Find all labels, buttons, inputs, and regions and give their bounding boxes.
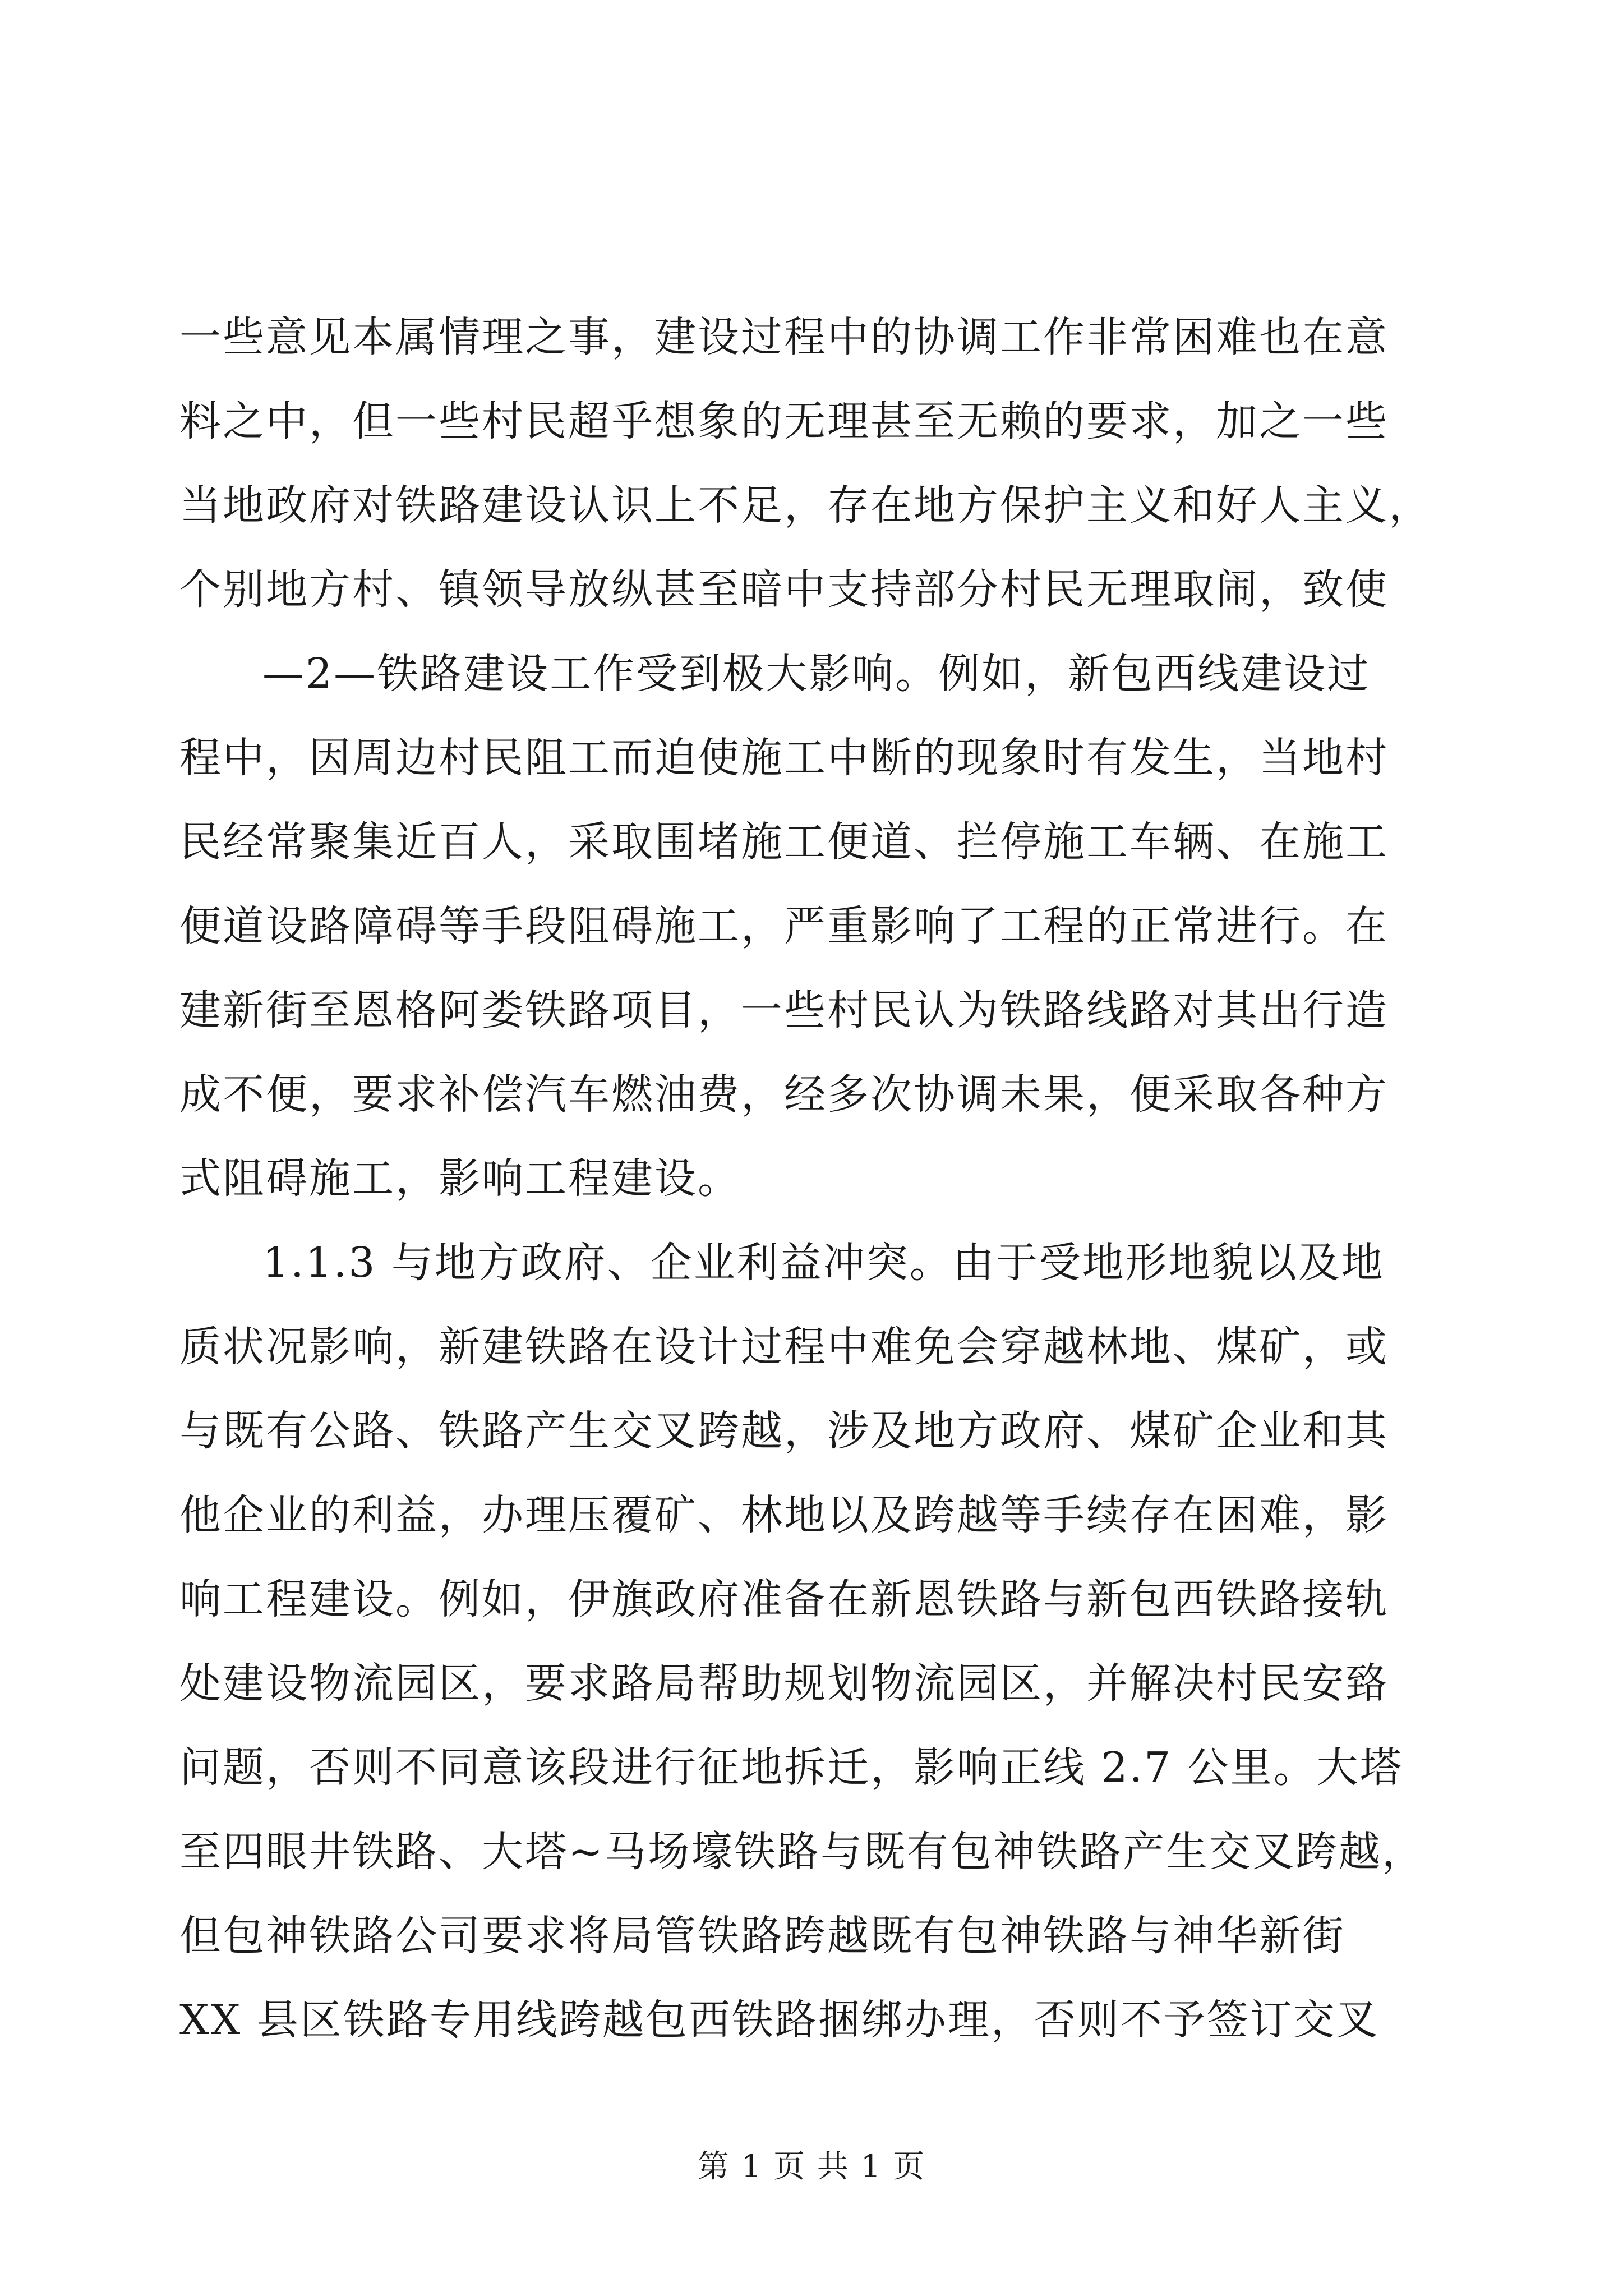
text-line: 民经常聚集近百人，采取围堵施工便道、拦停施工车辆、在施工 xyxy=(179,818,1389,866)
text-line: 1.1.3 与地方政府、企业利益冲突。由于受地形地貌以及地 xyxy=(262,1239,1385,1287)
text-line: 程中，因周边村民阻工而迫使施工中断的现象时有发生，当地村 xyxy=(179,734,1389,782)
text-line: 式阻碍施工，影响工程建设。 xyxy=(179,1154,741,1203)
page-footer: 第 1 页 共 1 页 xyxy=(697,2148,926,2185)
text-line: 料之中，但一些村民超乎想象的无理甚至无赖的要求，加之一些 xyxy=(179,397,1389,445)
text-line: 问题，否则不同意该段进行征地拆迁，影响正线 2.7 公里。大塔 xyxy=(179,1743,1403,1792)
text-line: 但包神铁路公司要求将局管铁路跨越既有包神铁路与神华新街 xyxy=(179,1912,1345,1960)
text-line: 质状况影响，新建铁路在设计过程中难免会穿越林地、煤矿，或 xyxy=(179,1323,1389,1371)
text-line: 与既有公路、铁路产生交叉跨越，涉及地方政府、煤矿企业和其 xyxy=(179,1407,1389,1455)
text-line: 建新街至恩格阿娄铁路项目，一些村民认为铁路线路对其出行造 xyxy=(179,986,1389,1034)
text-line: 处建设物流园区，要求路局帮助规划物流园区，并解决村民安臵 xyxy=(179,1659,1389,1708)
text-line: 响工程建设。例如，伊旗政府准备在新恩铁路与新包西铁路接轨 xyxy=(179,1575,1389,1623)
text-line: 便道设路障碍等手段阻碍施工，严重影响了工程的正常进行。在 xyxy=(179,902,1389,950)
text-line: XX 县区铁路专用线跨越包西铁路捆绑办理，否则不予签订交叉 xyxy=(179,1996,1380,2044)
text-line: 成不便，要求补偿汽车燃油费，经多次协调未果，便采取各种方 xyxy=(179,1070,1389,1119)
text-line: 当地政府对铁路建设认识上不足，存在地方保护主义和好人主义， xyxy=(179,481,1432,530)
document-body xyxy=(179,307,1481,2074)
text-line: 他企业的利益，办理压覆矿、林地以及跨越等手续存在困难，影 xyxy=(179,1491,1389,1539)
text-line: 个别地方村、镇领导放纵甚至暗中支持部分村民无理取闹，致使 xyxy=(179,565,1389,614)
text-line: —2—铁路建设工作受到极大影响。例如，新包西线建设过 xyxy=(262,650,1371,698)
text-line: 至四眼井铁路、大塔~马场壕铁路与既有包神铁路产生交叉跨越， xyxy=(179,1828,1426,1876)
text-line: 一些意见本属情理之事，建设过程中的协调工作非常困难也在意 xyxy=(179,313,1389,361)
